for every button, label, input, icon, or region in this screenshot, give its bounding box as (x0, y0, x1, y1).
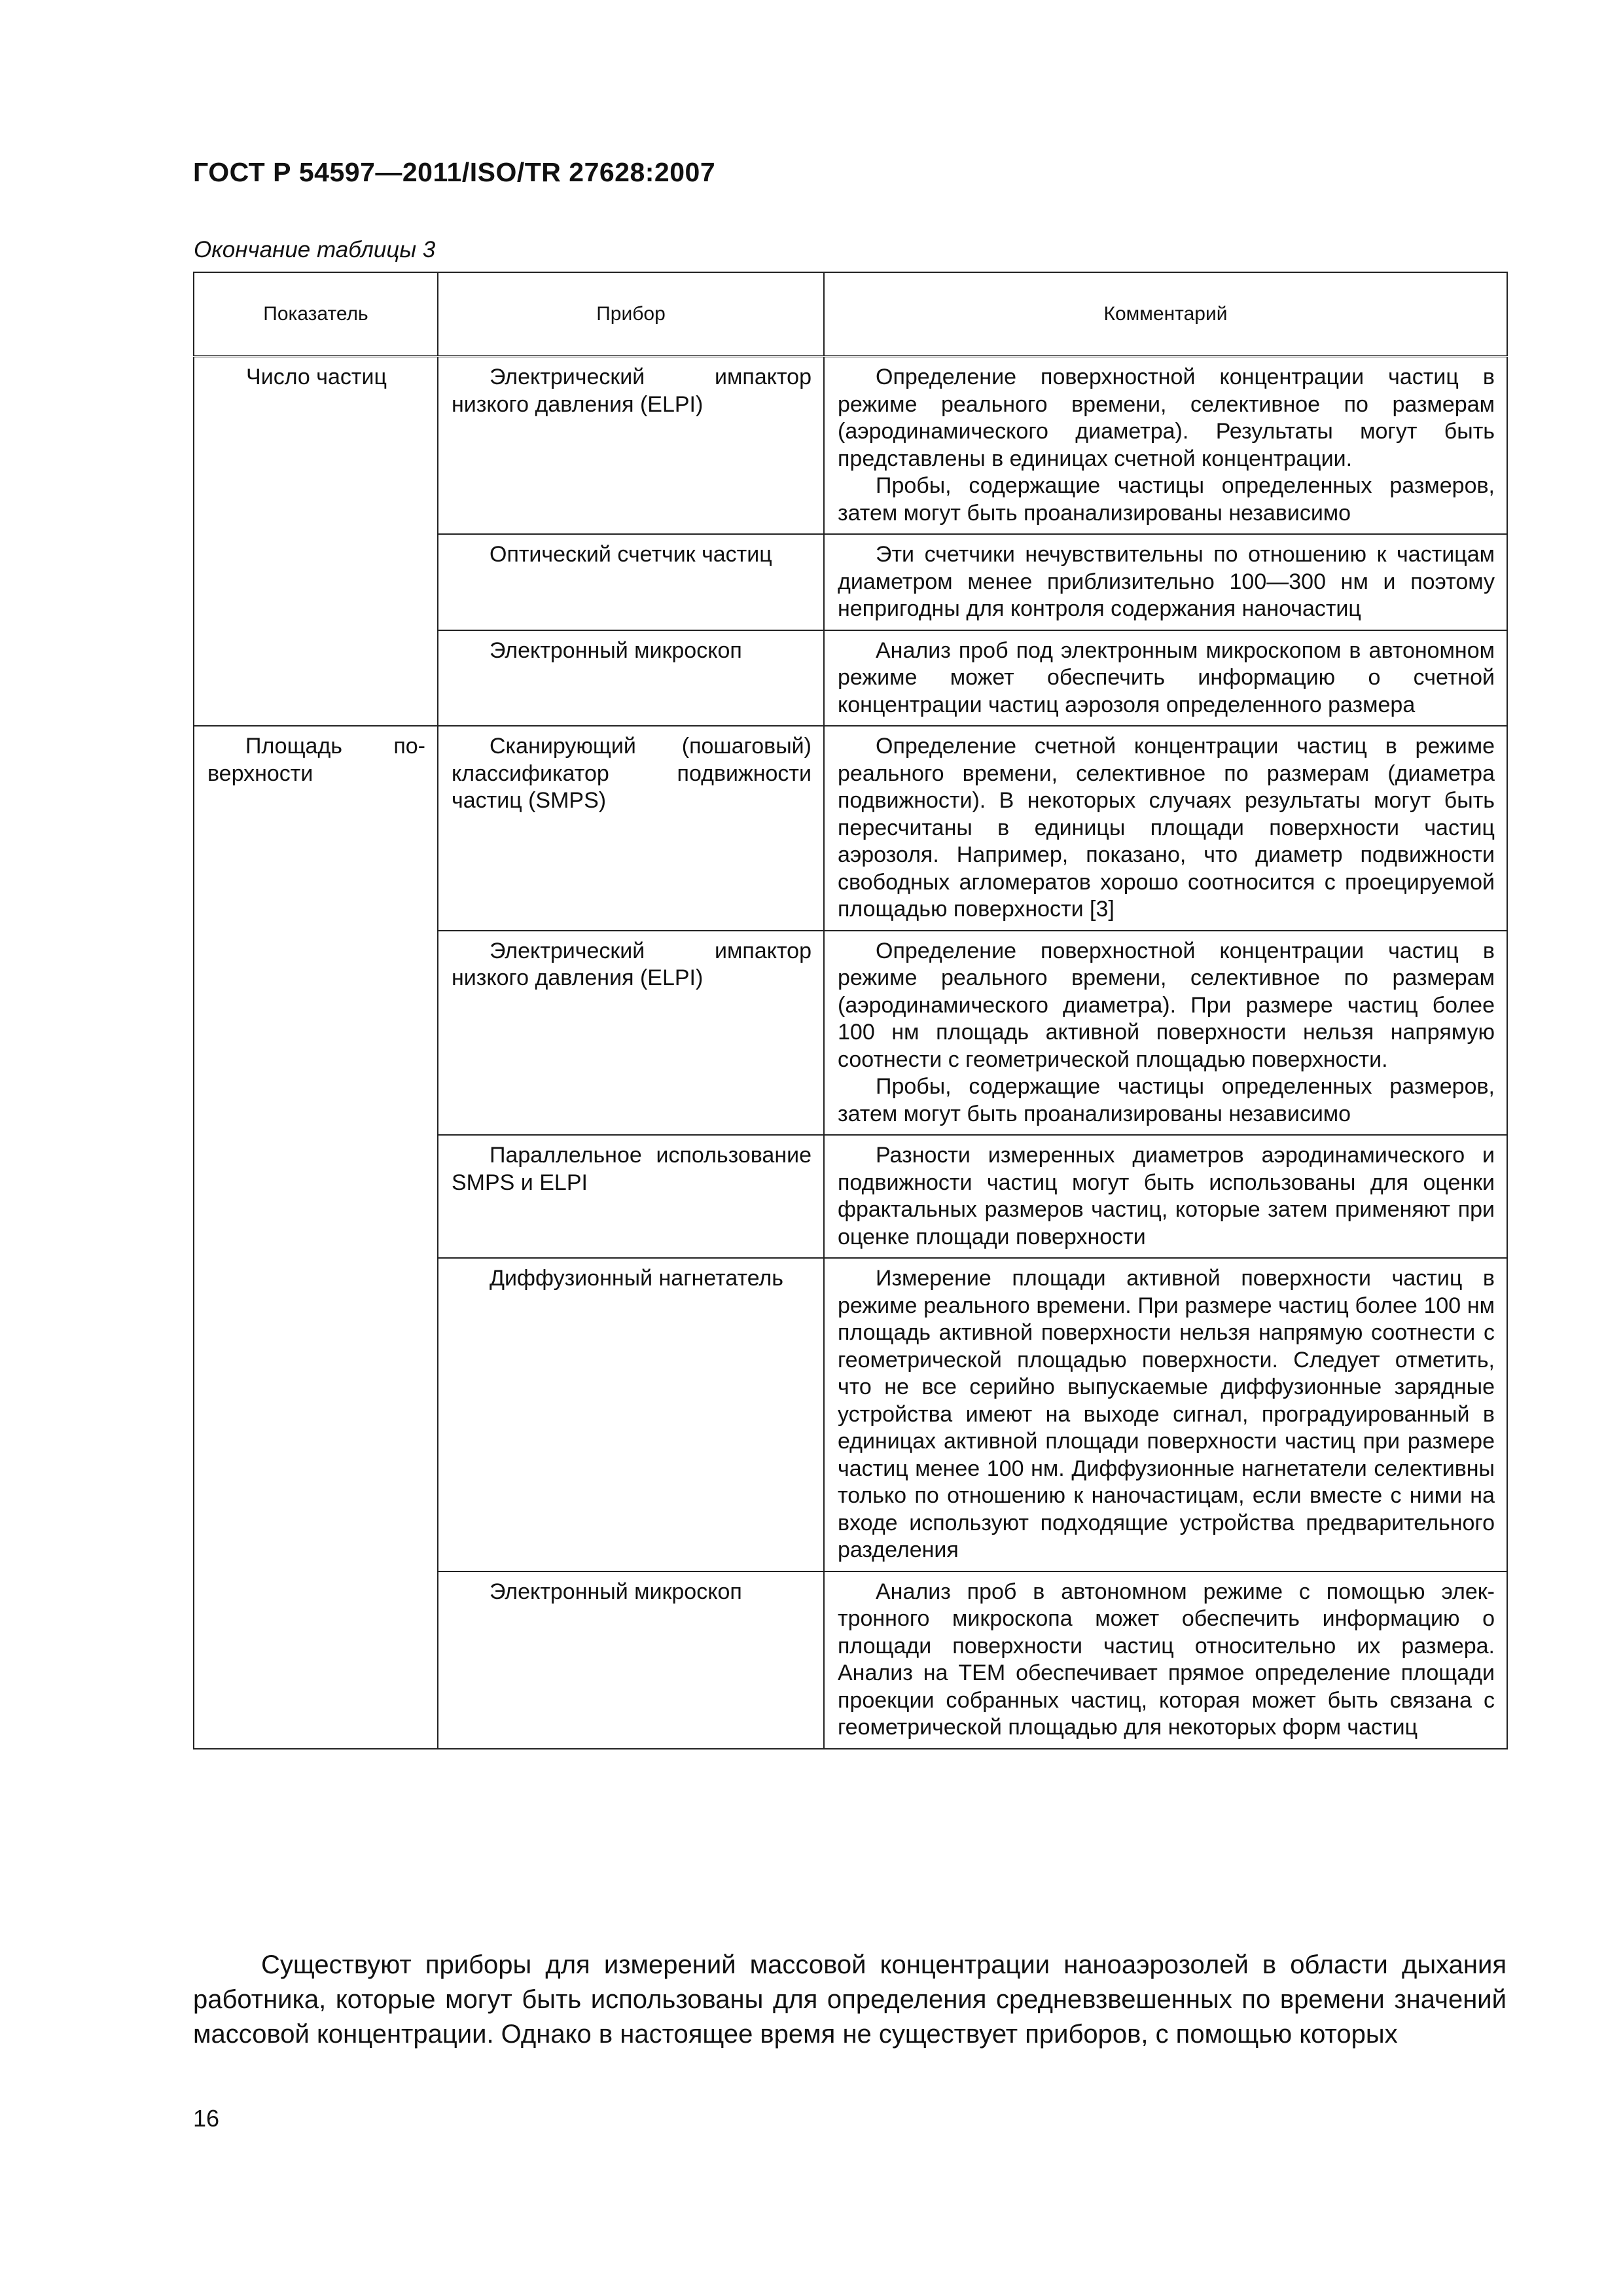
instrument-cell: Электрический импактор низкого давления (ELPI) (438, 931, 824, 1136)
comment-paragraph: Анализ проб под электронным микроскопом в автономном режиме может обеспечить информацию о счетной концентрации частиц аэрозоля определенного размера (838, 637, 1495, 717)
instruments-table (193, 272, 1508, 1749)
comment-paragraph: Определение поверхностной концентрации частиц в режиме реального времени, селективное по размерам (аэродинамического диаметра). Результаты могут быть представлены в единицах счетной концентрации. (838, 365, 1495, 471)
parameter-cell (194, 357, 438, 726)
column-header-parameter: Показатель (194, 272, 438, 357)
comment-cell (824, 1135, 1507, 1258)
instrument-cell: Электрический импактор низкого давления (ELPI) (438, 357, 824, 535)
comment-paragraph: Эти счетчики нечувствительны по отношению к частицам диаметром менее приблизительно 100—300 нм и поэтому непригодны для контроля содержания наночастиц (838, 542, 1495, 621)
comment-cell (824, 534, 1507, 630)
instrument-cell: Параллельное использование SMPS и ELPI (438, 1135, 824, 1258)
comment-paragraph: Определение поверхностной концентрации частиц в режиме реального времени, селективное по размерам (аэродинамического диаметра). При размере частиц более 100 нм площадь активной поверхности нельзя напрямую соотнести с геометрической площадью поверхности. (838, 938, 1495, 1072)
parameter-label: Число частиц (246, 365, 387, 389)
table-row (194, 726, 1507, 931)
table-caption: Окончание таблицы 3 (194, 237, 436, 262)
instrument-cell: Диффузионный нагнетатель (438, 1258, 824, 1571)
table-header-row (194, 272, 1507, 357)
page-number: 16 (193, 2105, 220, 2132)
comment-paragraph: Измерение площади активной поверхности частиц в режиме реального времени. При размере частиц более 100 нм площадь активной поверхности нельзя напрямую соотнести с геометрической площадью поверхности. Следует отметить, что не все серийно выпускаемые диффузионные зарядные устройства имеют на выходе сигнал, проградуированный в единицах активной площади поверхности частиц при размере частиц менее 100 нм. Диффузионные нагнетатели селективны только по отношению к наночастицам, если вместе с ними на входе используют подходящие устройства предварительного разделения (838, 1266, 1495, 1562)
comment-cell (824, 1571, 1507, 1749)
body-paragraph: Существуют приборы для измерений массовой концентрации наноаэрозолей в области дыхания работника, которые могут быть использованы для определения средневзвешенных по времени значений массовой концентрации. Однако в настоящее время не существует приборов, с помощью которых (193, 1950, 1507, 2049)
comment-cell (824, 931, 1507, 1136)
instrument-cell: Электронный микроскоп (438, 630, 824, 726)
comment-paragraph: Определение счетной концентрации частиц в режиме реального времени, селективное по размерам (диаметра подвижности). В некоторых случаях результаты могут быть пересчитаны в единицы площади поверхности частиц аэрозоля. Например, показано, что диаметр подвижности свободных агломератов хорошо соотносится с проецируемой площадью поверхности [3] (838, 734, 1495, 922)
document-header: ГОСТ Р 54597—2011/ISO/TR 27628:2007 (193, 157, 716, 187)
parameter-label: Площадь поверхности (207, 734, 425, 786)
column-header-instrument: Прибор (438, 272, 824, 357)
instrument-cell: Сканирующий (пошаговый) классификатор подвижности частиц (SMPS) (438, 726, 824, 931)
comment-cell (824, 630, 1507, 726)
comment-cell (824, 1258, 1507, 1571)
instrument-cell: Электронный микроскоп (438, 1571, 824, 1749)
comment-paragraph: Анализ проб в автономном режиме с помощью электронного микроскопа может обеспечить информацию о площади поверхности частиц относительно их размера. Анализ на ТЕМ обеспечивает прямое определение площади проекции собранных частиц, которая может быть связана с геометрической площадью для некоторых форм частиц (838, 1579, 1495, 1740)
instrument-cell: Оптический счетчик частиц (438, 534, 824, 630)
comment-paragraph: Пробы, содержащие частицы определенных размеров, затем могут быть проанализированы независимо (838, 1074, 1495, 1126)
parameter-cell (194, 726, 438, 1749)
comment-paragraph: Разности измеренных диаметров аэродинамического и подвижности частиц могут быть использованы для оценки фрактальных размеров частиц, которые затем применяют при оценке площади поверхности (838, 1143, 1495, 1249)
comment-paragraph: Пробы, содержащие частицы определенных размеров, затем могут быть проанализированы независимо (838, 473, 1495, 526)
table-row (194, 357, 1507, 535)
comment-cell (824, 357, 1507, 535)
column-header-comment: Комментарий (824, 272, 1507, 357)
comment-cell (824, 726, 1507, 931)
